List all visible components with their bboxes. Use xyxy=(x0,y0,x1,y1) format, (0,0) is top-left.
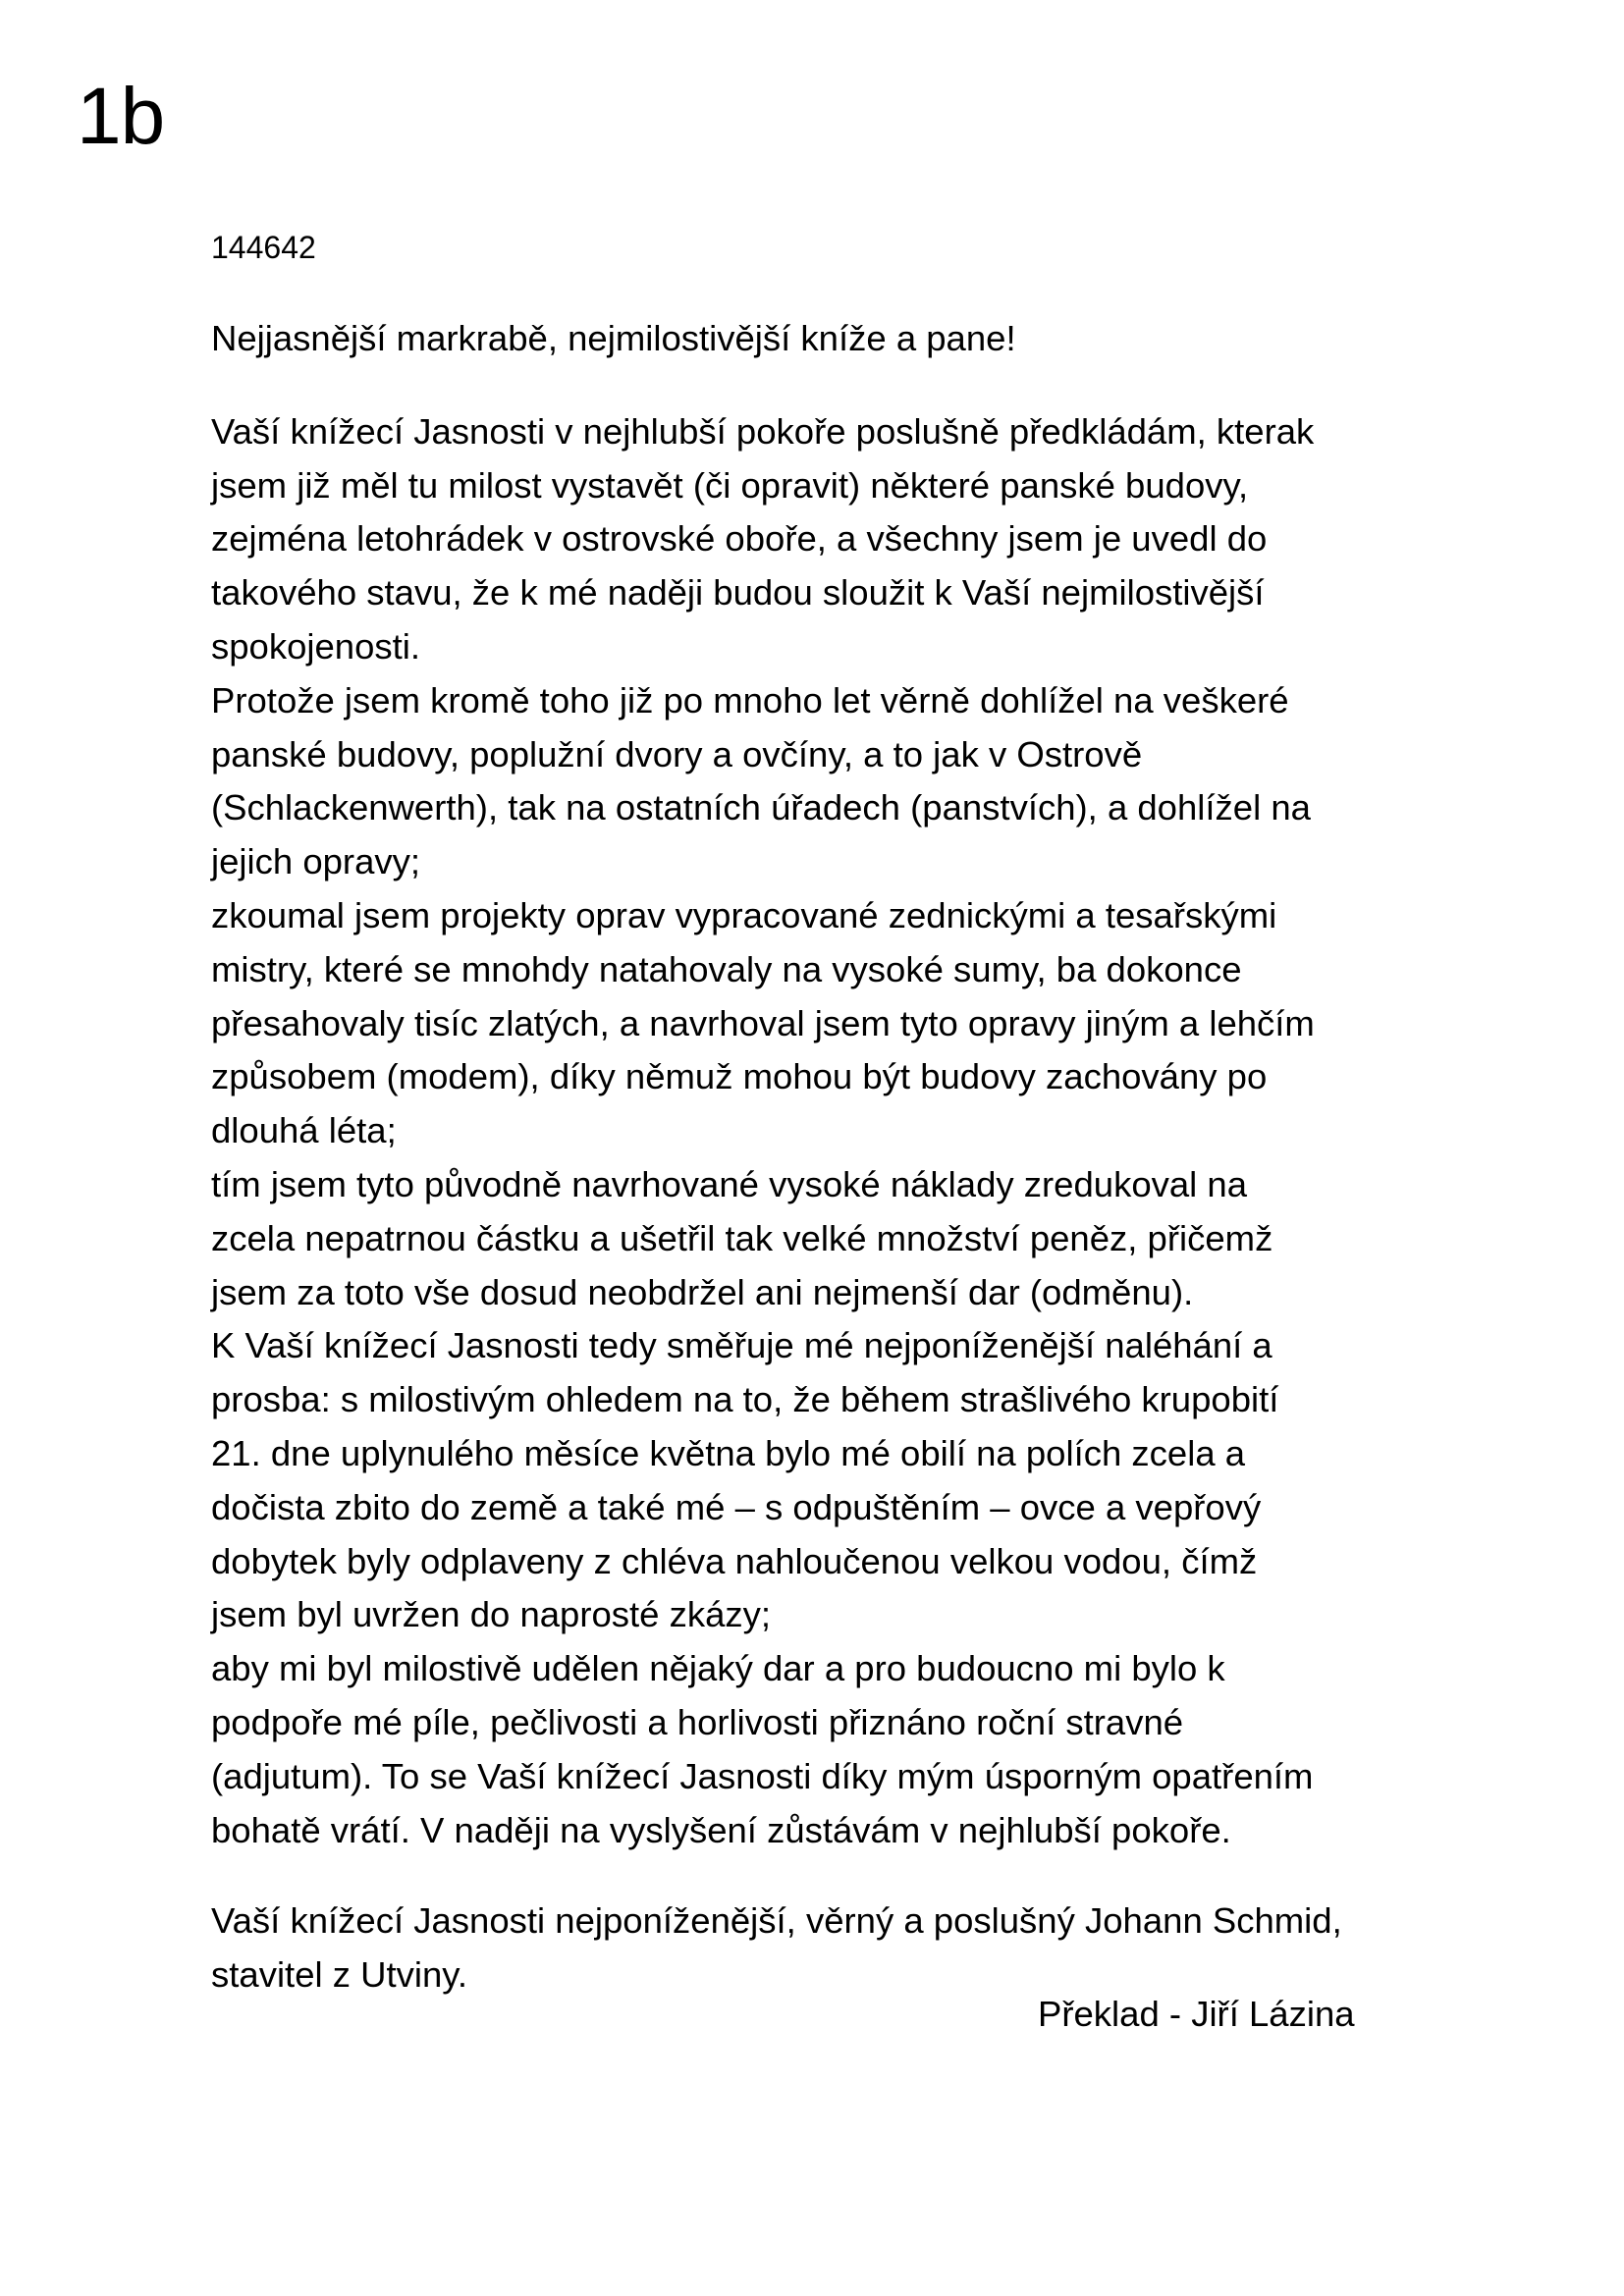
signature-line: stavitel z Utviny. xyxy=(211,1954,467,1996)
body-line: zcela nepatrnou částku a ušetřil tak velké množství peněz, přičemž xyxy=(211,1217,1273,1258)
body-line: aby mi byl milostivě udělen nějaký dar a pro budoucno mi bylo k xyxy=(211,1648,1225,1689)
document-number: 144642 xyxy=(211,230,316,265)
body-line: dočista zbito do země a také mé – s odpuštěním – ovce a vepřový xyxy=(211,1486,1262,1527)
signature-line: Vaší knížecí Jasnosti nejponíženější, věrný a poslušný Johann Schmid, xyxy=(211,1900,1342,1942)
body-line: zkoumal jsem projekty oprav vypracované zednickými a tesařskými xyxy=(211,894,1277,935)
body-line: jsem za toto vše dosud neobdržel ani nejmenší dar (odměnu). xyxy=(211,1271,1194,1312)
body-line: dobytek byly odplaveny z chléva nahloučenou velkou vodou, čímž xyxy=(211,1540,1258,1581)
body-line: přesahovaly tisíc zlatých, a navrhoval jsem tyto opravy jiným a lehčím xyxy=(211,1002,1315,1043)
body-line: bohatě vrátí. V naději na vyslyšení zůstávám v nejhlubší pokoře. xyxy=(211,1809,1231,1850)
body-line: K Vaší knížecí Jasnosti tedy směřuje mé nejponíženější naléhání a xyxy=(211,1325,1272,1366)
letter-body xyxy=(211,405,1488,1858)
body-line: Protože jsem kromě toho již po mnoho let věrně dohlížel na veškeré xyxy=(211,679,1289,721)
body-line: 21. dne uplynulého měsíce května bylo mé obilí na polích zcela a xyxy=(211,1432,1246,1473)
body-line: způsobem (modem), díky němuž mohou být budovy zachovány po xyxy=(211,1056,1268,1097)
body-line: spokojenosti. xyxy=(211,625,421,667)
page-label: 1b xyxy=(77,72,165,161)
signature-block xyxy=(211,1895,1488,2002)
body-line: jsem byl uvržen do naprosté zkázy; xyxy=(211,1594,772,1635)
body-line: prosba: s milostivým ohledem na to, že během strašlivého krupobití xyxy=(211,1379,1279,1420)
body-line: podpoře mé píle, pečlivosti a horlivosti přiznáno roční stravné xyxy=(211,1701,1184,1742)
body-line: jsem již měl tu milost vystavět (či opravit) některé panské budovy, xyxy=(211,464,1249,506)
body-line: tím jsem tyto původně navrhované vysoké náklady zredukoval na xyxy=(211,1163,1248,1204)
body-line: Vaší knížecí Jasnosti v nejhlubší pokoře poslušně předkládám, kterak xyxy=(211,410,1315,452)
translator-credit: Překlad - Jiří Lázina xyxy=(1038,1994,1355,2034)
letter-content xyxy=(211,312,1488,2002)
body-line: mistry, které se mnohdy natahovaly na vysoké sumy, ba dokonce xyxy=(211,948,1242,989)
body-line: takového stavu, že k mé naději budou sloužit k Vaší nejmilostivější xyxy=(211,572,1265,614)
salutation: Nejjasnější markrabě, nejmilostivější kníže a pane! xyxy=(211,318,1016,358)
body-line: zejména letohrádek v ostrovské oboře, a všechny jsem je uvedl do xyxy=(211,518,1268,560)
body-line: dlouhá léta; xyxy=(211,1110,397,1151)
body-line: panské budovy, poplužní dvory a ovčíny, a to jak v Ostrově xyxy=(211,733,1143,774)
body-line: (adjutum). To se Vaší knížecí Jasnosti díky mým úsporným opatřením xyxy=(211,1755,1314,1796)
body-line: jejich opravy; xyxy=(211,841,421,882)
body-line: (Schlackenwerth), tak na ostatních úřadech (panstvích), a dohlížel na xyxy=(211,787,1311,828)
